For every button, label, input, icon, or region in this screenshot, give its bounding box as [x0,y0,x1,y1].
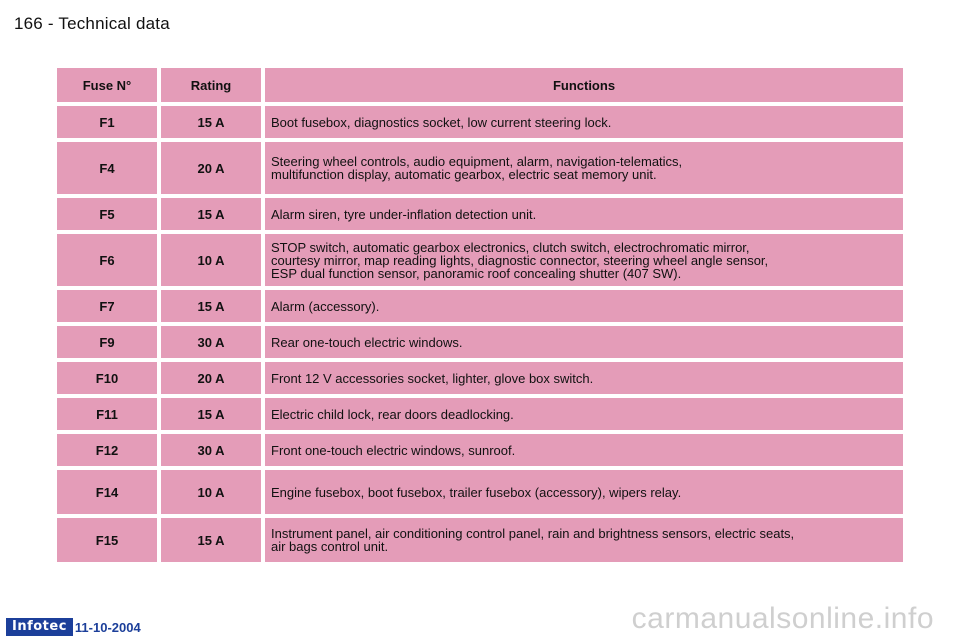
column-header-functions: Functions [265,68,903,102]
rating-cell: 20 A [161,362,261,394]
functions-cell: Alarm siren, tyre under-inflation detection unit. [265,198,903,230]
fuse-cell: F5 [57,198,157,230]
functions-cell: Boot fusebox, diagnostics socket, low current steering lock. [265,106,903,138]
fuse-cell: F11 [57,398,157,430]
functions-cell: Engine fusebox, boot fusebox, trailer fusebox (accessory), wipers relay. [265,470,903,514]
infotec-logo: Infotec [6,618,73,636]
functions-cell: Front 12 V accessories socket, lighter, glove box switch. [265,362,903,394]
table-row [57,362,903,394]
fuse-cell: F15 [57,518,157,562]
functions-cell: Rear one-touch electric windows. [265,326,903,358]
table-row [57,142,903,194]
fuse-cell: F12 [57,434,157,466]
rating-cell: 15 A [161,518,261,562]
table-row [57,198,903,230]
footer-date: 11-10-2004 [74,619,141,635]
functions-cell: Front one-touch electric windows, sunroof. [265,434,903,466]
fuse-cell: F4 [57,142,157,194]
fuse-table [57,68,903,566]
watermark: carmanualsonline.info [631,602,934,635]
functions-cell: Alarm (accessory). [265,290,903,322]
rating-cell: 15 A [161,398,261,430]
fuse-cell: F9 [57,326,157,358]
table-row [57,234,903,286]
rating-cell: 15 A [161,198,261,230]
footer [6,618,141,636]
table-row [57,290,903,322]
table-row [57,434,903,466]
functions-cell: STOP switch, automatic gearbox electronics, clutch switch, electrochromatic mirror, courtesy mirror, map reading lights, diagnostic connector, steering wheel angle sensor, ESP dual function sensor, panoramic roof concealing shutter (407 SW). [265,234,903,286]
table-header-row [57,68,903,102]
table-row [57,470,903,514]
table-row [57,326,903,358]
functions-cell: Instrument panel, air conditioning control panel, rain and brightness sensors, electric seats, air bags control unit. [265,518,903,562]
rating-cell: 10 A [161,234,261,286]
table-row [57,518,903,562]
rating-cell: 15 A [161,290,261,322]
table-row [57,106,903,138]
column-header-rating: Rating [161,68,261,102]
functions-cell: Steering wheel controls, audio equipment, alarm, navigation-telematics, multifunction display, automatic gearbox, electric seat memory unit. [265,142,903,194]
rating-cell: 30 A [161,434,261,466]
fuse-cell: F14 [57,470,157,514]
rating-cell: 15 A [161,106,261,138]
page-title: 166 - Technical data [14,14,170,33]
rating-cell: 30 A [161,326,261,358]
functions-cell: Electric child lock, rear doors deadlocking. [265,398,903,430]
table-row [57,398,903,430]
fuse-cell: F1 [57,106,157,138]
fuse-cell: F10 [57,362,157,394]
column-header-fuse: Fuse N° [57,68,157,102]
fuse-cell: F7 [57,290,157,322]
fuse-cell: F6 [57,234,157,286]
rating-cell: 10 A [161,470,261,514]
rating-cell: 20 A [161,142,261,194]
